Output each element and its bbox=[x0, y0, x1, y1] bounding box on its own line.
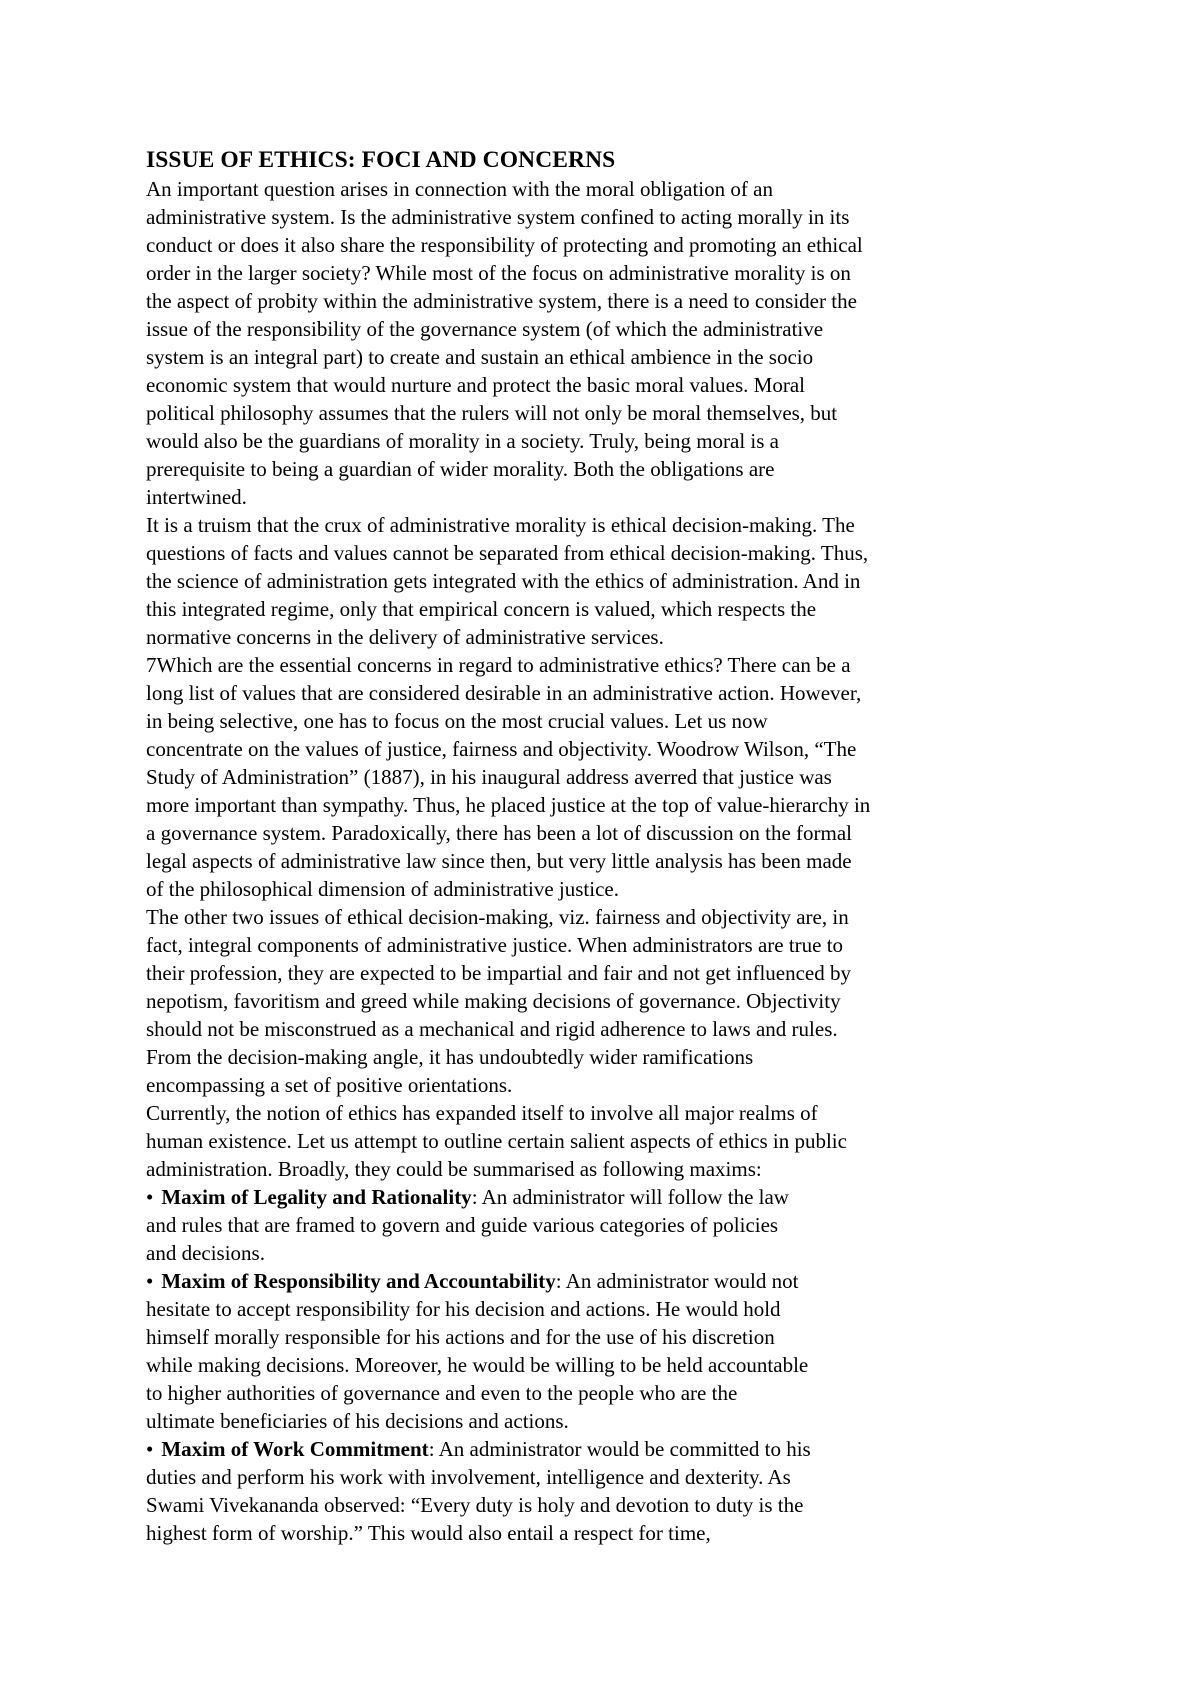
text-line: system is an integral part) to create and sustain an ethical ambience in the socio bbox=[146, 345, 814, 369]
bullet-icon: • bbox=[146, 1269, 154, 1293]
text-line: From the decision-making angle, it has undoubtedly wider ramifications bbox=[146, 1045, 754, 1069]
text-line: would also be the guardians of morality in a society. Truly, being moral is a bbox=[146, 429, 780, 453]
maxim-text: : An administrator would be committed to his bbox=[428, 1437, 811, 1461]
text-line: this integrated regime, only that empirical concern is valued, which respects the bbox=[146, 597, 817, 621]
paragraph-essential-concerns bbox=[146, 651, 1026, 903]
text-line: intertwined. bbox=[146, 485, 247, 509]
paragraph-moral-obligation bbox=[146, 175, 1026, 511]
maxim-text: : An administrator would not bbox=[555, 1269, 799, 1293]
text-line: political philosophy assumes that the rulers will not only be moral themselves, but bbox=[146, 401, 838, 425]
paragraph-fairness-objectivity bbox=[146, 903, 1026, 1099]
text-line: An important question arises in connection with the moral obligation of an bbox=[146, 177, 773, 201]
maxim-first-line bbox=[146, 1267, 1026, 1295]
paragraph-decision-making bbox=[146, 511, 1026, 651]
text-line: concentrate on the values of justice, fairness and objectivity. Woodrow Wilson, “The bbox=[146, 737, 857, 761]
text-line: administration. Broadly, they could be summarised as following maxims: bbox=[146, 1157, 762, 1181]
text-line: It is a truism that the crux of administrative morality is ethical decision-making. The bbox=[146, 513, 855, 537]
text-line: their profession, they are expected to be impartial and fair and not get influenced by bbox=[146, 961, 851, 985]
text-line: the science of administration gets integrated with the ethics of administration. And in bbox=[146, 569, 861, 593]
text-line: should not be misconstrued as a mechanical and rigid adherence to laws and rules. bbox=[146, 1017, 838, 1041]
maxim-first-line bbox=[146, 1183, 1026, 1211]
text-line: The other two issues of ethical decision-making, viz. fairness and objectivity are, in bbox=[146, 905, 849, 929]
maxim-term: Maxim of Legality and Rationality bbox=[161, 1185, 472, 1209]
maxim-legality-rationality bbox=[146, 1183, 1026, 1267]
text-line: in being selective, one has to focus on the most crucial values. Let us now bbox=[146, 709, 768, 733]
text-line: fact, integral components of administrative justice. When administrators are true to bbox=[146, 933, 844, 957]
text-line: issue of the responsibility of the governance system (of which the administrative bbox=[146, 317, 824, 341]
text-line: 7Which are the essential concerns in regard to administrative ethics? There can be a bbox=[146, 653, 851, 677]
text-line: human existence. Let us attempt to outline certain salient aspects of ethics in public bbox=[146, 1129, 847, 1153]
paragraph-maxims-intro bbox=[146, 1099, 1026, 1183]
text-line: while making decisions. Moreover, he would be willing to be held accountable bbox=[146, 1353, 809, 1377]
maxim-term: Maxim of Responsibility and Accountability bbox=[161, 1269, 556, 1293]
text-line: Currently, the notion of ethics has expanded itself to involve all major realms of bbox=[146, 1101, 818, 1125]
text-line: questions of facts and values cannot be separated from ethical decision-making. Thus, bbox=[146, 541, 869, 565]
text-line: himself morally responsible for his actions and for the use of his discretion bbox=[146, 1325, 775, 1349]
text-line: Swami Vivekananda observed: “Every duty is holy and devotion to duty is the bbox=[146, 1493, 804, 1517]
text-line: the aspect of probity within the administrative system, there is a need to consider the bbox=[146, 289, 857, 313]
text-line: Study of Administration” (1887), in his inaugural address averred that justice was bbox=[146, 765, 832, 789]
text-line: order in the larger society? While most of the focus on administrative morality is on bbox=[146, 261, 851, 285]
maxim-term: Maxim of Work Commitment bbox=[161, 1437, 429, 1461]
text-line: ultimate beneficiaries of his decisions and actions. bbox=[146, 1409, 569, 1433]
maxim-first-line bbox=[146, 1435, 1026, 1463]
text-line: normative concerns in the delivery of administrative services. bbox=[146, 625, 664, 649]
text-line: encompassing a set of positive orientations. bbox=[146, 1073, 513, 1097]
text-line: and decisions. bbox=[146, 1241, 265, 1265]
text-line: prerequisite to being a guardian of wider morality. Both the obligations are bbox=[146, 457, 775, 481]
text-line: legal aspects of administrative law since then, but very little analysis has been made bbox=[146, 849, 852, 873]
text-line: administrative system. Is the administrative system confined to acting morally in its bbox=[146, 205, 850, 229]
page-title: ISSUE OF ETHICS: FOCI AND CONCERNS bbox=[146, 147, 616, 173]
text-line: a governance system. Paradoxically, there has been a lot of discussion on the formal bbox=[146, 821, 853, 845]
text-line: conduct or does it also share the responsibility of protecting and promoting an ethical bbox=[146, 233, 863, 257]
text-line: to higher authorities of governance and even to the people who are the bbox=[146, 1381, 738, 1405]
text-line: of the philosophical dimension of administrative justice. bbox=[146, 877, 619, 901]
text-line: more important than sympathy. Thus, he placed justice at the top of value-hierarchy in bbox=[146, 793, 871, 817]
maxim-text: : An administrator will follow the law bbox=[471, 1185, 789, 1209]
text-line: hesitate to accept responsibility for his decision and actions. He would hold bbox=[146, 1297, 781, 1321]
bullet-icon: • bbox=[146, 1437, 154, 1461]
text-line: and rules that are framed to govern and guide various categories of policies bbox=[146, 1213, 779, 1237]
text-line: nepotism, favoritism and greed while making decisions of governance. Objectivity bbox=[146, 989, 841, 1013]
maxim-work-commitment bbox=[146, 1435, 1026, 1547]
text-line: duties and perform his work with involvement, intelligence and dexterity. As bbox=[146, 1465, 791, 1489]
bullet-icon: • bbox=[146, 1185, 154, 1209]
text-line: economic system that would nurture and protect the basic moral values. Moral bbox=[146, 373, 805, 397]
document-page bbox=[146, 145, 1026, 1547]
text-line: highest form of worship.” This would also entail a respect for time, bbox=[146, 1521, 711, 1545]
maxim-responsibility-accountability bbox=[146, 1267, 1026, 1435]
text-line: long list of values that are considered desirable in an administrative action. However, bbox=[146, 681, 862, 705]
